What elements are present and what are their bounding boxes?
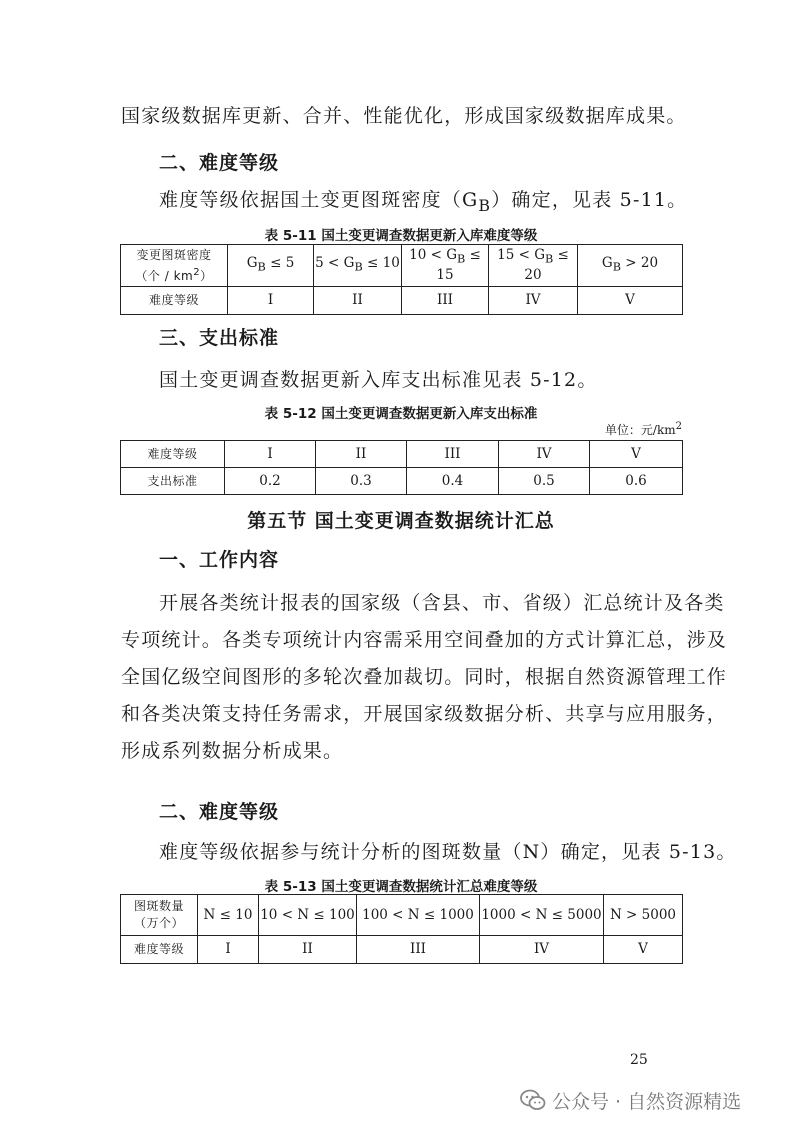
table-5-11-range: $15 < G_B \le 20$ <box>489 245 578 287</box>
table-5-12-standard-row <box>121 468 683 495</box>
table-5-11-range: $5 < G_B \le 10$ <box>314 245 402 287</box>
table-5-12-grade-row <box>121 441 683 468</box>
table-5-11-header-label: 变更图斑密度 （个 / $km^2$） <box>121 245 228 287</box>
work-line: 全国亿级空间图形的多轮次叠加裁切。同时，根据自然资源管理工作 <box>121 666 728 688</box>
table-5-13-grade-row <box>121 936 683 964</box>
table-5-13-range: N > 5000 <box>604 895 683 936</box>
wechat-icon <box>520 1089 546 1116</box>
difficulty-paragraph-2: 难度等级依据参与统计分析的图斑数量（N）确定，见表 5-13。 <box>159 841 737 863</box>
difficulty-paragraph-1: 难度等级依据国土变更图斑密度$(G_B)$确定，见表 5-11。 <box>159 189 688 215</box>
table-5-13-grade: IV <box>480 936 604 964</box>
table-5-11 <box>120 244 683 315</box>
table-5-13 <box>120 894 683 964</box>
table-5-11-row-label: 难度等级 <box>121 287 228 315</box>
table-5-12-standard: 0.5 <box>499 468 590 495</box>
table-5-12-standard: 0.3 <box>316 468 407 495</box>
table-5-12-standard: 0.6 <box>590 468 683 495</box>
table-5-13-row-label: 难度等级 <box>121 936 198 964</box>
table-5-11-grade: III <box>402 287 489 315</box>
work-line: 专项统计。各类专项统计内容需采用空间叠加的方式计算汇总，涉及 <box>121 629 728 651</box>
table-5-13-header-label: 图斑数量 （万个） <box>121 895 198 936</box>
heading-work: 一、工作内容 <box>159 549 280 571</box>
page-number: 25 <box>630 1052 648 1068</box>
heading-difficulty-1: 二、难度等级 <box>159 152 280 174</box>
table-5-11-grade: II <box>314 287 402 315</box>
table-5-11-grade: I <box>228 287 314 315</box>
table-5-12-grade: II <box>316 441 407 468</box>
table-5-11-grade: V <box>578 287 683 315</box>
table-5-13-range: 10 < N ≤ 100 <box>259 895 357 936</box>
table-5-12-unit: 单位：元$/km^2$ <box>604 421 682 437</box>
table-5-12-row1-label: 难度等级 <box>121 441 225 468</box>
table-5-13-range: 100 < N ≤ 1000 <box>357 895 480 936</box>
work-line: 形成系列数据分析成果。 <box>121 740 344 762</box>
table-5-11-grade-row <box>121 287 683 315</box>
table-5-11-range: $10 < G_B \le 15$ <box>402 245 489 287</box>
table-5-12-caption: 表 5-12 国土变更调查数据更新入库支出标准 <box>264 406 538 422</box>
table-5-13-caption: 表 5-13 国土变更调查数据统计汇总难度等级 <box>264 879 538 895</box>
table-5-12-row2-label: 支出标准 <box>121 468 225 495</box>
table-5-13-grade: V <box>604 936 683 964</box>
table-5-12 <box>120 440 683 495</box>
expense-paragraph: 国土变更调查数据更新入库支出标准见表 5-12。 <box>159 369 598 391</box>
table-5-13-grade: I <box>198 936 259 964</box>
table-5-13-range: 1000 < N ≤ 5000 <box>480 895 604 936</box>
table-5-11-header-row <box>121 245 683 287</box>
heading-expense: 三、支出标准 <box>159 327 280 349</box>
table-5-11-caption: 表 5-11 国土变更调查数据更新入库难度等级 <box>264 228 538 244</box>
table-5-12-grade: III <box>407 441 499 468</box>
watermark <box>520 1087 741 1116</box>
table-5-11-range: $G_B \le 5$ <box>228 245 314 287</box>
work-line: 和各类决策支持任务需求，开展国家级数据分析、共享与应用服务， <box>121 703 728 725</box>
table-5-13-header-row <box>121 895 683 936</box>
table-5-12-standard: 0.2 <box>225 468 316 495</box>
table-5-13-grade: III <box>357 936 480 964</box>
table-5-12-grade: IV <box>499 441 590 468</box>
watermark-text: 公众号 · 自然资源精选 <box>552 1091 742 1113</box>
table-5-13-grade: II <box>259 936 357 964</box>
table-5-12-standard: 0.4 <box>407 468 499 495</box>
table-5-13-range: N ≤ 10 <box>198 895 259 936</box>
table-5-11-range: $G_B > 20$ <box>578 245 683 287</box>
table-5-12-grade: I <box>225 441 316 468</box>
table-5-11-grade: IV <box>489 287 578 315</box>
intro-paragraph: 国家级数据库更新、合并、性能优化，形成国家级数据库成果。 <box>121 105 687 127</box>
work-line: 开展各类统计报表的国家级（含县、市、省级）汇总统计及各类 <box>159 592 725 614</box>
section-title: 第五节 国土变更调查数据统计汇总 <box>247 510 555 532</box>
heading-difficulty-2: 二、难度等级 <box>159 801 280 823</box>
table-5-12-grade: V <box>590 441 683 468</box>
